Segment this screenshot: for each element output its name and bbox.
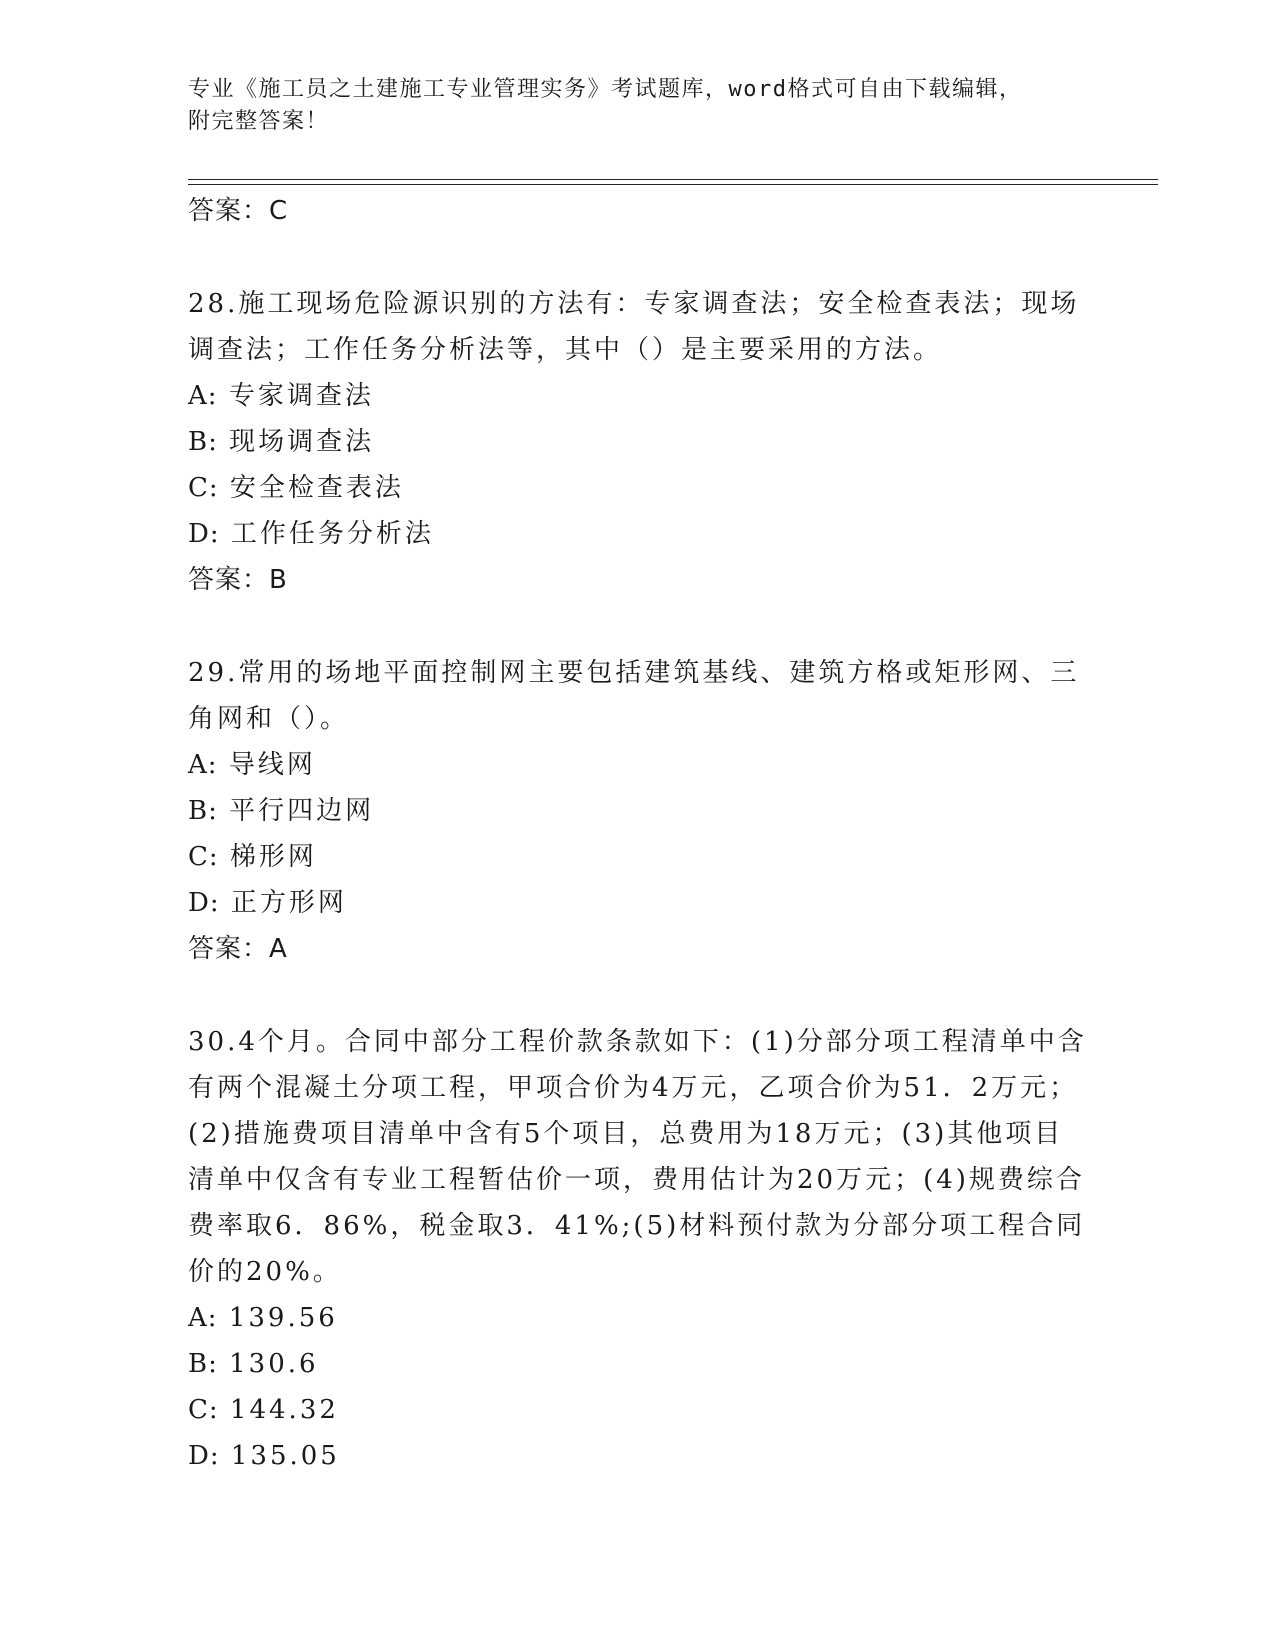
option-b: B: 130.6 bbox=[188, 1349, 319, 1379]
option-b: B: 平行四边网 bbox=[188, 796, 375, 826]
question-stem: 29.常用的场地平面控制网主要包括建筑基线、建筑方格或矩形网、三角网和（）。 bbox=[188, 658, 1080, 734]
option-a: A: 导线网 bbox=[188, 750, 316, 780]
option-d: D: 正方形网 bbox=[188, 888, 347, 918]
option-c: C: 安全检查表法 bbox=[188, 473, 404, 503]
question-29 bbox=[188, 650, 1088, 972]
question-stem: 28.施工现场危险源识别的方法有：专家调查法；安全检查表法；现场调查法；工作任务分析法等，其中（）是主要采用的方法。 bbox=[188, 289, 1080, 365]
question-stem: 30.4个月。合同中部分工程价款条款如下：(1)分部分项工程清单中含有两个混凝土分项工程，甲项合价为4万元，乙项合价为51．2万元；(2)措施费项目清单中含有5个项目，总费用为18万元；(3)其他项目清单中仅含有专业工程暂估价一项，费用估计为20万元；(4)规费综合费率取6．86%，税金取3．41%;(5)材料预付款为分部分项工程合同价的20%。 bbox=[188, 1027, 1087, 1287]
answer-line: 答案：A bbox=[188, 934, 288, 964]
option-d: D: 135.05 bbox=[188, 1441, 340, 1471]
header-line-1: 专业《施工员之土建施工专业管理实务》考试题库，word格式可自由下载编辑， bbox=[188, 77, 1023, 102]
option-c: C: 144.32 bbox=[188, 1395, 339, 1425]
header-line-2: 附完整答案！ bbox=[188, 109, 330, 134]
option-c: C: 梯形网 bbox=[188, 842, 317, 872]
option-b: B: 现场调查法 bbox=[188, 427, 375, 457]
header-divider-top bbox=[188, 179, 1158, 180]
document-body bbox=[188, 188, 1088, 1479]
option-a: A: 139.56 bbox=[188, 1303, 338, 1333]
option-d: D: 工作任务分析法 bbox=[188, 519, 434, 549]
answer-line: 答案：C bbox=[188, 196, 289, 226]
question-28 bbox=[188, 281, 1088, 603]
question-30 bbox=[188, 1019, 1088, 1479]
answer-line: 答案：B bbox=[188, 565, 288, 595]
document-header bbox=[188, 74, 1068, 138]
header-divider-bottom bbox=[188, 184, 1158, 185]
option-a: A: 专家调查法 bbox=[188, 381, 374, 411]
